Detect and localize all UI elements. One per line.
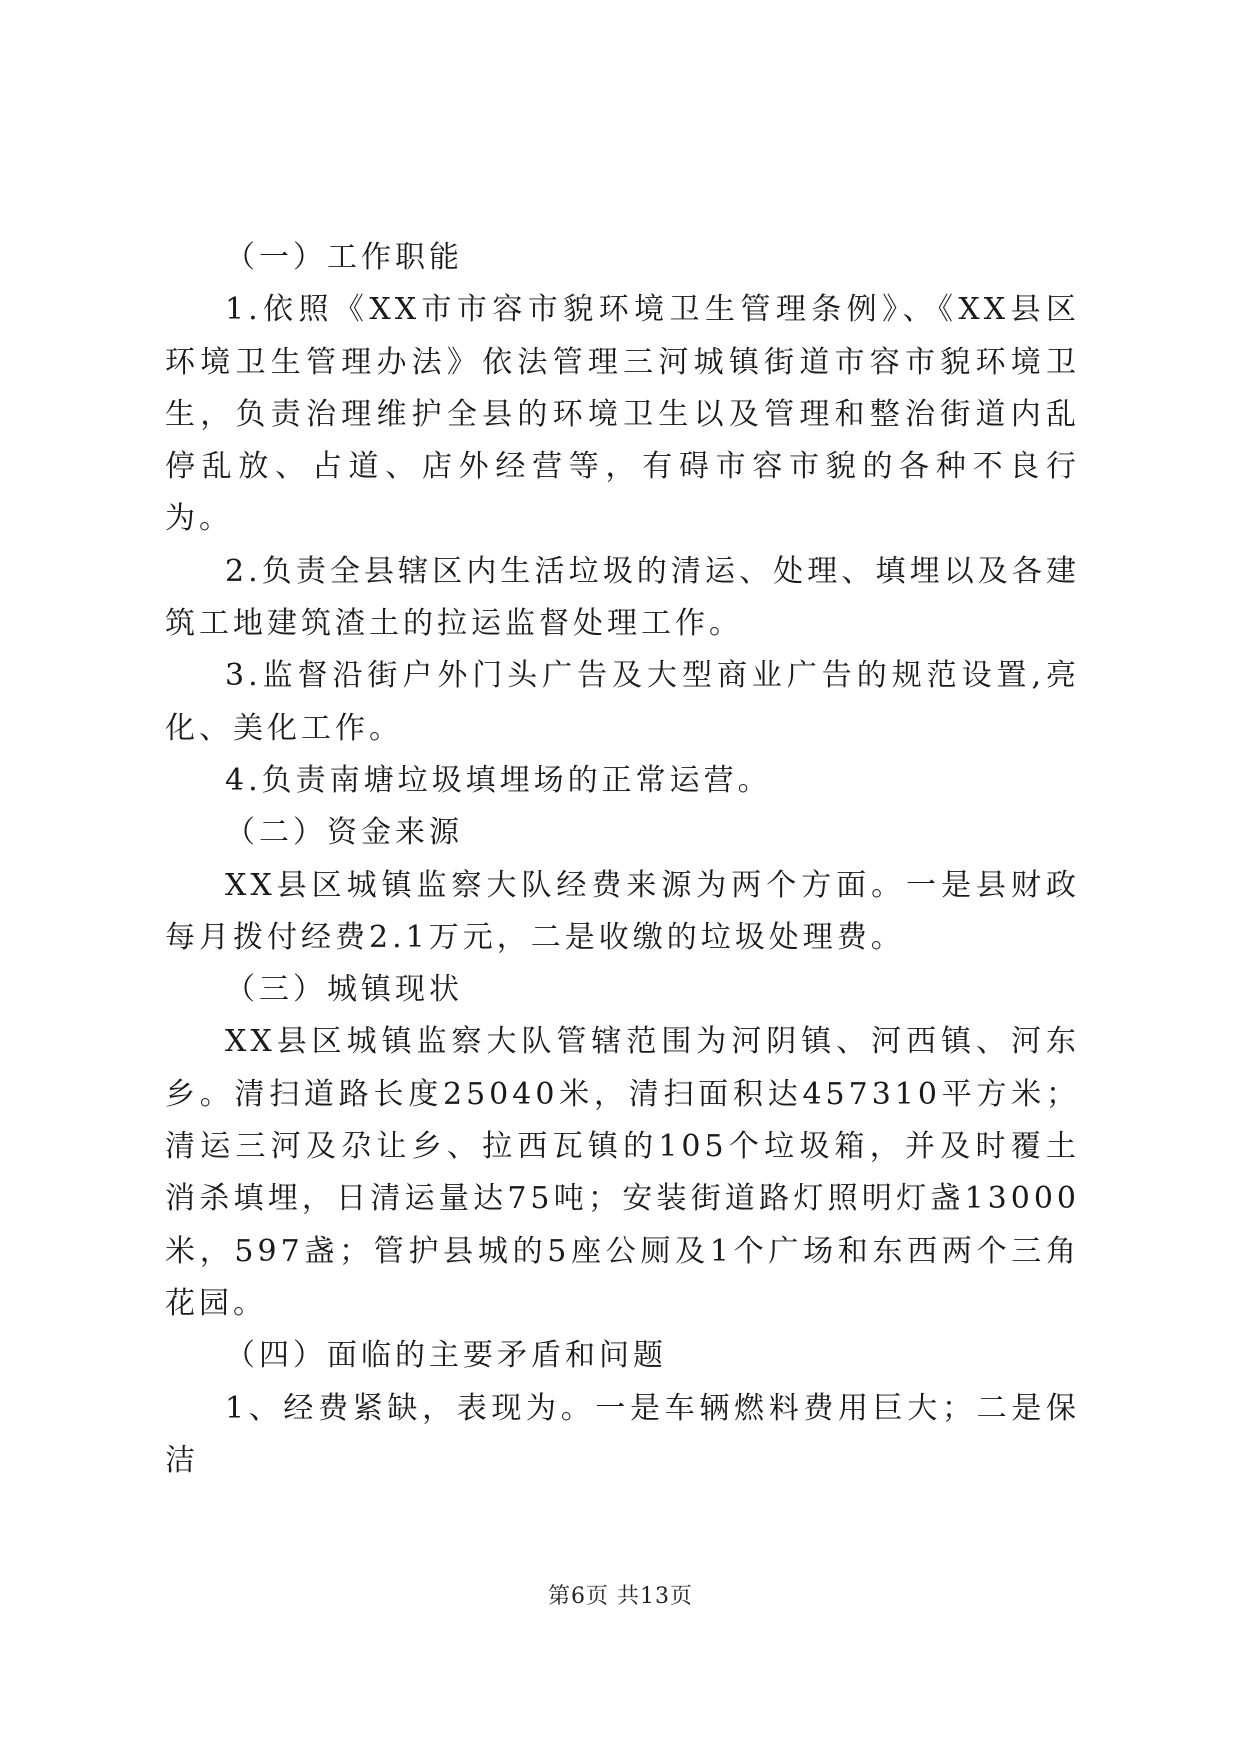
section-heading-functions: （一）工作职能 xyxy=(225,240,463,275)
paragraph-function-2: 2.负责全县辖区内生活垃圾的清运、处理、填埋以及各建筑工地建筑渣土的拉运监督处理工作。 xyxy=(165,553,1080,642)
paragraph-funding: XX县区城镇监察大队经费来源为两个方面。一是县财政每月拨付经费2.1万元，二是收缴的垃圾处理费。 xyxy=(165,867,1080,955)
section-heading-status: （三）城镇现状 xyxy=(225,972,463,1008)
section-heading-problems: （四）面临的主要矛盾和问题 xyxy=(225,1338,667,1374)
paragraph-function-4: 4.负责南塘垃圾填埋场的正常运营。 xyxy=(225,762,772,798)
document-body xyxy=(165,232,1080,1487)
paragraph-problem-1: 1、经费紧缺，表现为。一是车辆燃料费用巨大；二是保洁 xyxy=(165,1390,1080,1478)
paragraph-status: XX县区城镇监察大队管辖范围为河阴镇、河西镇、河东乡。清扫道路长度25040米，清扫面积达457310平方米；清运三河及尕让乡、拉西瓦镇的105个垃圾箱，并及时覆土消杀填埋，日清运量达75吨；安装街道路灯照明灯盏13000米，597盏；管护县城的5座公厕及1个广场和东西两个三角花园。 xyxy=(165,1024,1080,1321)
paragraph-function-3: 3.监督沿街户外门头广告及大型商业广告的规范设置,亮化、美化工作。 xyxy=(165,658,1080,746)
section-heading-funding: （二）资金来源 xyxy=(225,815,463,851)
page-number-footer: 第6页 共13页 xyxy=(548,1584,693,1609)
paragraph-function-1: 1.依照《XX市市容市貌环境卫生管理条例》、《XX县区环境卫生管理办法》依法管理三河城镇街道市容市貌环境卫生，负责治理维护全县的环境卫生以及管理和整治街道内乱停乱放、占道、店外经营等，有碍市容市貌的各种不良行为。 xyxy=(165,292,1080,537)
